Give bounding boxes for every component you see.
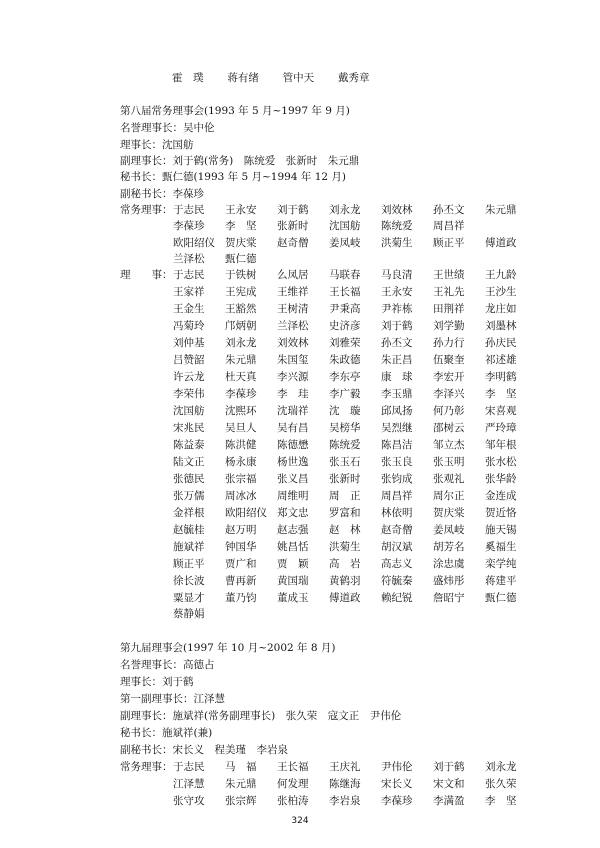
- name: 刘效林: [277, 337, 309, 349]
- continued-names-row: [172, 71, 390, 85]
- name: 孙力行: [433, 337, 465, 349]
- name: 祁述雄: [485, 354, 517, 366]
- name: 姚昌恬: [277, 541, 309, 553]
- name: 康 球: [381, 371, 413, 383]
- name: 欧阳绍仪: [173, 237, 215, 249]
- name: 史济彦: [329, 320, 361, 332]
- name: 姜凤岐: [329, 237, 361, 249]
- s8-honorary-chair: 名誉理事长：吴中伦: [120, 122, 215, 134]
- name: 施斌祥: [173, 541, 205, 553]
- name: 朱正昌: [381, 354, 413, 366]
- name: 王永安: [225, 204, 257, 216]
- name: 贾 颖: [277, 558, 309, 570]
- s9-vice-chairs: 副理事长：施斌祥(常务副理事长) 张久荣 寇文正 尹伟伦: [120, 710, 402, 722]
- name: 刘学勤: [433, 320, 465, 332]
- s8-council-label: 理 事：: [120, 269, 173, 281]
- name: 刘永龙: [485, 761, 517, 773]
- name: 赖纪锐: [381, 592, 413, 604]
- name: 吕赞韶: [173, 354, 205, 366]
- name: 吴烈继: [381, 422, 413, 434]
- name: 周昌祥: [433, 220, 465, 232]
- name: 符毓秦: [381, 575, 413, 587]
- name: 尹伟伦: [381, 761, 413, 773]
- name: 戴秀章: [338, 72, 370, 84]
- name: 姜凤岐: [433, 524, 465, 536]
- name: 李 坚: [485, 795, 517, 807]
- name: 陈昌洁: [381, 439, 413, 451]
- name: 傅道政: [329, 592, 361, 604]
- name: 严玲璋: [485, 422, 517, 434]
- name: 刘仲基: [173, 337, 205, 349]
- name: 胡芳名: [433, 541, 465, 553]
- s8-deputy-secretary: 副秘书长：李葆珍: [120, 188, 204, 200]
- name: 刘于鹤: [277, 204, 309, 216]
- name: 李宏开: [433, 371, 465, 383]
- name: 周昌祥: [381, 490, 413, 502]
- name: 孙庆民: [485, 337, 517, 349]
- name: 尹秉高: [329, 303, 361, 315]
- name: 伍聚奎: [433, 354, 465, 366]
- name: 盛炜彤: [433, 575, 465, 587]
- s8-council-row: [173, 574, 537, 588]
- s8-council-row: [173, 607, 225, 621]
- name: 林依明: [381, 507, 413, 519]
- name: 么凤居: [277, 269, 309, 281]
- name: 江泽慧: [173, 778, 205, 790]
- name: 孙丕文: [433, 204, 465, 216]
- name: 张万儒: [173, 490, 205, 502]
- name: 顾正平: [433, 237, 465, 249]
- name: 邹年根: [485, 439, 517, 451]
- name: 邵树云: [433, 422, 465, 434]
- s9-honorary-chair: 名誉理事长：高德占: [120, 659, 215, 671]
- name: 刘雅荣: [329, 337, 361, 349]
- name: 金连成: [485, 490, 517, 502]
- name: 张玉明: [433, 456, 465, 468]
- name: 朱国玺: [277, 354, 309, 366]
- name: 张玉良: [381, 456, 413, 468]
- name: 刘于鹤: [381, 320, 413, 332]
- name: 沈瑞祥: [277, 405, 309, 417]
- name: 张久荣: [485, 778, 517, 790]
- name: 洪菊生: [329, 541, 361, 553]
- name: 朱政德: [329, 354, 361, 366]
- name: 何乃彰: [433, 405, 465, 417]
- name: 邹立杰: [433, 439, 465, 451]
- name: 张观礼: [433, 473, 465, 485]
- name: 李 坚: [485, 388, 517, 400]
- name: 王沙生: [485, 286, 517, 298]
- s9-standing-label: 常务理事：: [120, 761, 173, 773]
- name: 田荆祥: [433, 303, 465, 315]
- s8-chair: 理事长：沈国舫: [120, 139, 194, 151]
- name: 钟国华: [225, 541, 257, 553]
- name: 邝炳朝: [225, 320, 257, 332]
- name: 奚福生: [485, 541, 517, 553]
- section-8-title: 第八届常务理事会(1993 年 5 月~1997 年 9 月): [120, 105, 350, 117]
- name: 李广毅: [329, 388, 361, 400]
- name: 赵毓桂: [173, 524, 205, 536]
- name: 刘墨林: [485, 320, 517, 332]
- name: 黄鹤羽: [329, 575, 361, 587]
- name: 张德民: [173, 473, 205, 485]
- s8-council-row: [173, 591, 537, 605]
- s8-standing-row: [173, 236, 537, 250]
- name: 马良清: [381, 269, 413, 281]
- name: 李满盈: [433, 795, 465, 807]
- name: 马 福: [225, 761, 257, 773]
- name: 兰泽松: [277, 320, 309, 332]
- name: 王世绩: [433, 269, 465, 281]
- name: 吴榜华: [329, 422, 361, 434]
- name: 刘永龙: [225, 337, 257, 349]
- name: 贺庆棠: [433, 507, 465, 519]
- s8-council-row: [173, 404, 537, 418]
- name: 龙庄如: [485, 303, 517, 315]
- name: 洪菊生: [381, 237, 413, 249]
- name: 李东亭: [329, 371, 361, 383]
- name: 贺近恪: [485, 507, 517, 519]
- name: 蒋建平: [485, 575, 517, 587]
- name: 沈国舫: [329, 220, 361, 232]
- name: 董成玉: [277, 592, 309, 604]
- name: 尹祚栋: [381, 303, 413, 315]
- name: 宋文和: [433, 778, 465, 790]
- name: 朱元鼎: [485, 204, 517, 216]
- name: 李岩泉: [329, 795, 361, 807]
- s8-council-row: [173, 319, 537, 333]
- name: 陈继海: [329, 778, 361, 790]
- name: 高志义: [381, 558, 413, 570]
- s8-council-row: [173, 438, 537, 452]
- s8-council-row: [173, 421, 537, 435]
- name: 陈洪健: [225, 439, 257, 451]
- name: 周尔正: [433, 490, 465, 502]
- name: 王家祥: [173, 286, 205, 298]
- s9-standing-row: [173, 777, 537, 791]
- s8-vice-chairs: 副理事长：刘于鹤(常务) 陈统爱 张新时 朱元鼎: [120, 155, 360, 167]
- name: 许云龙: [173, 371, 205, 383]
- name: 甄仁德: [485, 592, 517, 604]
- name: 沈 璇: [329, 405, 361, 417]
- name: 周维明: [277, 490, 309, 502]
- name: 张水松: [485, 456, 517, 468]
- name: 施天锡: [485, 524, 517, 536]
- name: 傅道政: [485, 237, 517, 249]
- name: 涂忠虞: [433, 558, 465, 570]
- name: 王九龄: [485, 269, 517, 281]
- name: 陈德懋: [277, 439, 309, 451]
- name: 赵奇僧: [381, 524, 413, 536]
- name: 詹昭宁: [433, 592, 465, 604]
- s8-secretary-general: 秘书长：甄仁德(1993 年 5 月~1994 年 12 月): [120, 171, 347, 183]
- name: 于铁树: [225, 269, 257, 281]
- name: 张钧成: [381, 473, 413, 485]
- name: 金祥根: [173, 507, 205, 519]
- s8-council-row: [173, 455, 537, 469]
- s8-council-row: [173, 302, 537, 316]
- name: 高 岩: [329, 558, 361, 570]
- name: 胡汉斌: [381, 541, 413, 553]
- name: 王金生: [173, 303, 205, 315]
- name: 刘永龙: [329, 204, 361, 216]
- name: 张宗福: [225, 473, 257, 485]
- name: 李兴源: [277, 371, 309, 383]
- name: 董乃钧: [225, 592, 257, 604]
- s8-council-row: [173, 387, 537, 401]
- name: 徐长波: [173, 575, 205, 587]
- name: 王树清: [277, 303, 309, 315]
- name: 王长福: [329, 286, 361, 298]
- name: 顾正平: [173, 558, 205, 570]
- name: 王豁然: [225, 303, 257, 315]
- name: 朱元鼎: [225, 778, 257, 790]
- name: 于志民: [173, 269, 205, 281]
- name: 陈益泰: [173, 439, 205, 451]
- name: 甄仁德: [225, 253, 257, 265]
- name: 邱凤扬: [381, 405, 413, 417]
- s8-council-row: [173, 540, 537, 554]
- s8-council-row: [173, 489, 537, 503]
- name: 宋长义: [381, 778, 413, 790]
- s9-first-vice-chair: 第一副理事长：江泽慧: [120, 693, 225, 705]
- s8-council-row: [173, 336, 537, 350]
- name: 张义昌: [277, 473, 309, 485]
- name: 兰泽松: [173, 253, 205, 265]
- name: 陈统爱: [329, 439, 361, 451]
- name: 粟显才: [173, 592, 205, 604]
- name: 郑文忠: [277, 507, 309, 519]
- name: 张守攻: [173, 795, 205, 807]
- name: 贺庆棠: [225, 237, 257, 249]
- name: 李荣伟: [173, 388, 205, 400]
- name: 于志民: [173, 204, 205, 216]
- s9-deputy-secretary: 副秘书长：宋长义 程美瑾 李岩泉: [120, 744, 288, 756]
- name: 王永安: [381, 286, 413, 298]
- name: 宋兆民: [173, 422, 205, 434]
- name: 霍 璞: [172, 72, 204, 84]
- name: 王宪成: [225, 286, 257, 298]
- name: 马联春: [329, 269, 361, 281]
- name: 赵 林: [329, 524, 361, 536]
- name: 陈统爱: [381, 220, 413, 232]
- s8-council-row: [173, 370, 537, 384]
- name: 栾学纯: [485, 558, 517, 570]
- page-number: 324: [291, 816, 309, 826]
- name: 欧阳绍仪: [225, 507, 267, 519]
- name: 张宗辉: [225, 795, 257, 807]
- name: 刘效林: [381, 204, 413, 216]
- name: 何发理: [277, 778, 309, 790]
- name: 杨永康: [225, 456, 257, 468]
- name: 于志民: [173, 761, 205, 773]
- s8-council-row: [173, 285, 537, 299]
- name: 李葆珍: [225, 388, 257, 400]
- name: 冯菊玲: [173, 320, 205, 332]
- s8-standing-label: 常务理事：: [120, 204, 173, 216]
- name: 曹再新: [225, 575, 257, 587]
- name: 贾广和: [225, 558, 257, 570]
- s8-council-row: [173, 472, 537, 486]
- s8-standing-row: [173, 252, 277, 266]
- name: 朱元鼎: [225, 354, 257, 366]
- s8-standing-row: [173, 203, 537, 217]
- name: 杨世逸: [277, 456, 309, 468]
- name: 杜天真: [225, 371, 257, 383]
- name: 李玉鼎: [381, 388, 413, 400]
- name: 李泽兴: [433, 388, 465, 400]
- name: 赵奇僧: [277, 237, 309, 249]
- s8-council-row: [173, 353, 537, 367]
- name: 张柏涛: [277, 795, 309, 807]
- name: 陆文正: [173, 456, 205, 468]
- name: 张新时: [329, 473, 361, 485]
- name: 李明鹤: [485, 371, 517, 383]
- name: 王长福: [277, 761, 309, 773]
- name: 王维祥: [277, 286, 309, 298]
- name: 沈国舫: [173, 405, 205, 417]
- name: 王礼先: [433, 286, 465, 298]
- name: 李葆珍: [381, 795, 413, 807]
- name: 张新时: [277, 220, 309, 232]
- s8-council-row: [173, 557, 537, 571]
- s9-standing-row: [173, 760, 537, 774]
- name: 周 正: [329, 490, 361, 502]
- name: 赵万明: [225, 524, 257, 536]
- name: 王庆礼: [329, 761, 361, 773]
- name: 李 坚: [225, 220, 257, 232]
- name: 赵志强: [277, 524, 309, 536]
- s8-council-row: [173, 523, 537, 537]
- s9-standing-row: [173, 794, 537, 808]
- name: 沈熙环: [225, 405, 257, 417]
- name: 蒋有绪: [227, 72, 259, 84]
- name: 罗富和: [329, 507, 361, 519]
- name: 吴旦人: [225, 422, 257, 434]
- name: 李 珪: [277, 388, 309, 400]
- name: 周冰冰: [225, 490, 257, 502]
- name: 黄国瑞: [277, 575, 309, 587]
- name: 刘于鹤: [433, 761, 465, 773]
- name: 管中天: [282, 72, 315, 84]
- name: 蔡静娟: [173, 608, 205, 620]
- s8-council-row: [173, 268, 537, 282]
- name: 李葆珍: [173, 220, 205, 232]
- s9-secretary-general: 秘书长：施斌祥(兼): [120, 727, 213, 739]
- s8-council-row: [173, 506, 537, 520]
- section-9-title: 第九届理事会(1997 年 10 月~2002 年 8 月): [120, 642, 336, 654]
- name: 张华龄: [485, 473, 517, 485]
- name: 宋喜观: [485, 405, 517, 417]
- s9-chair: 理事长：刘于鹤: [120, 676, 194, 688]
- name: 张玉石: [329, 456, 361, 468]
- name: 吴有昌: [277, 422, 309, 434]
- s8-standing-row: [173, 219, 485, 233]
- name: 孙丕文: [381, 337, 413, 349]
